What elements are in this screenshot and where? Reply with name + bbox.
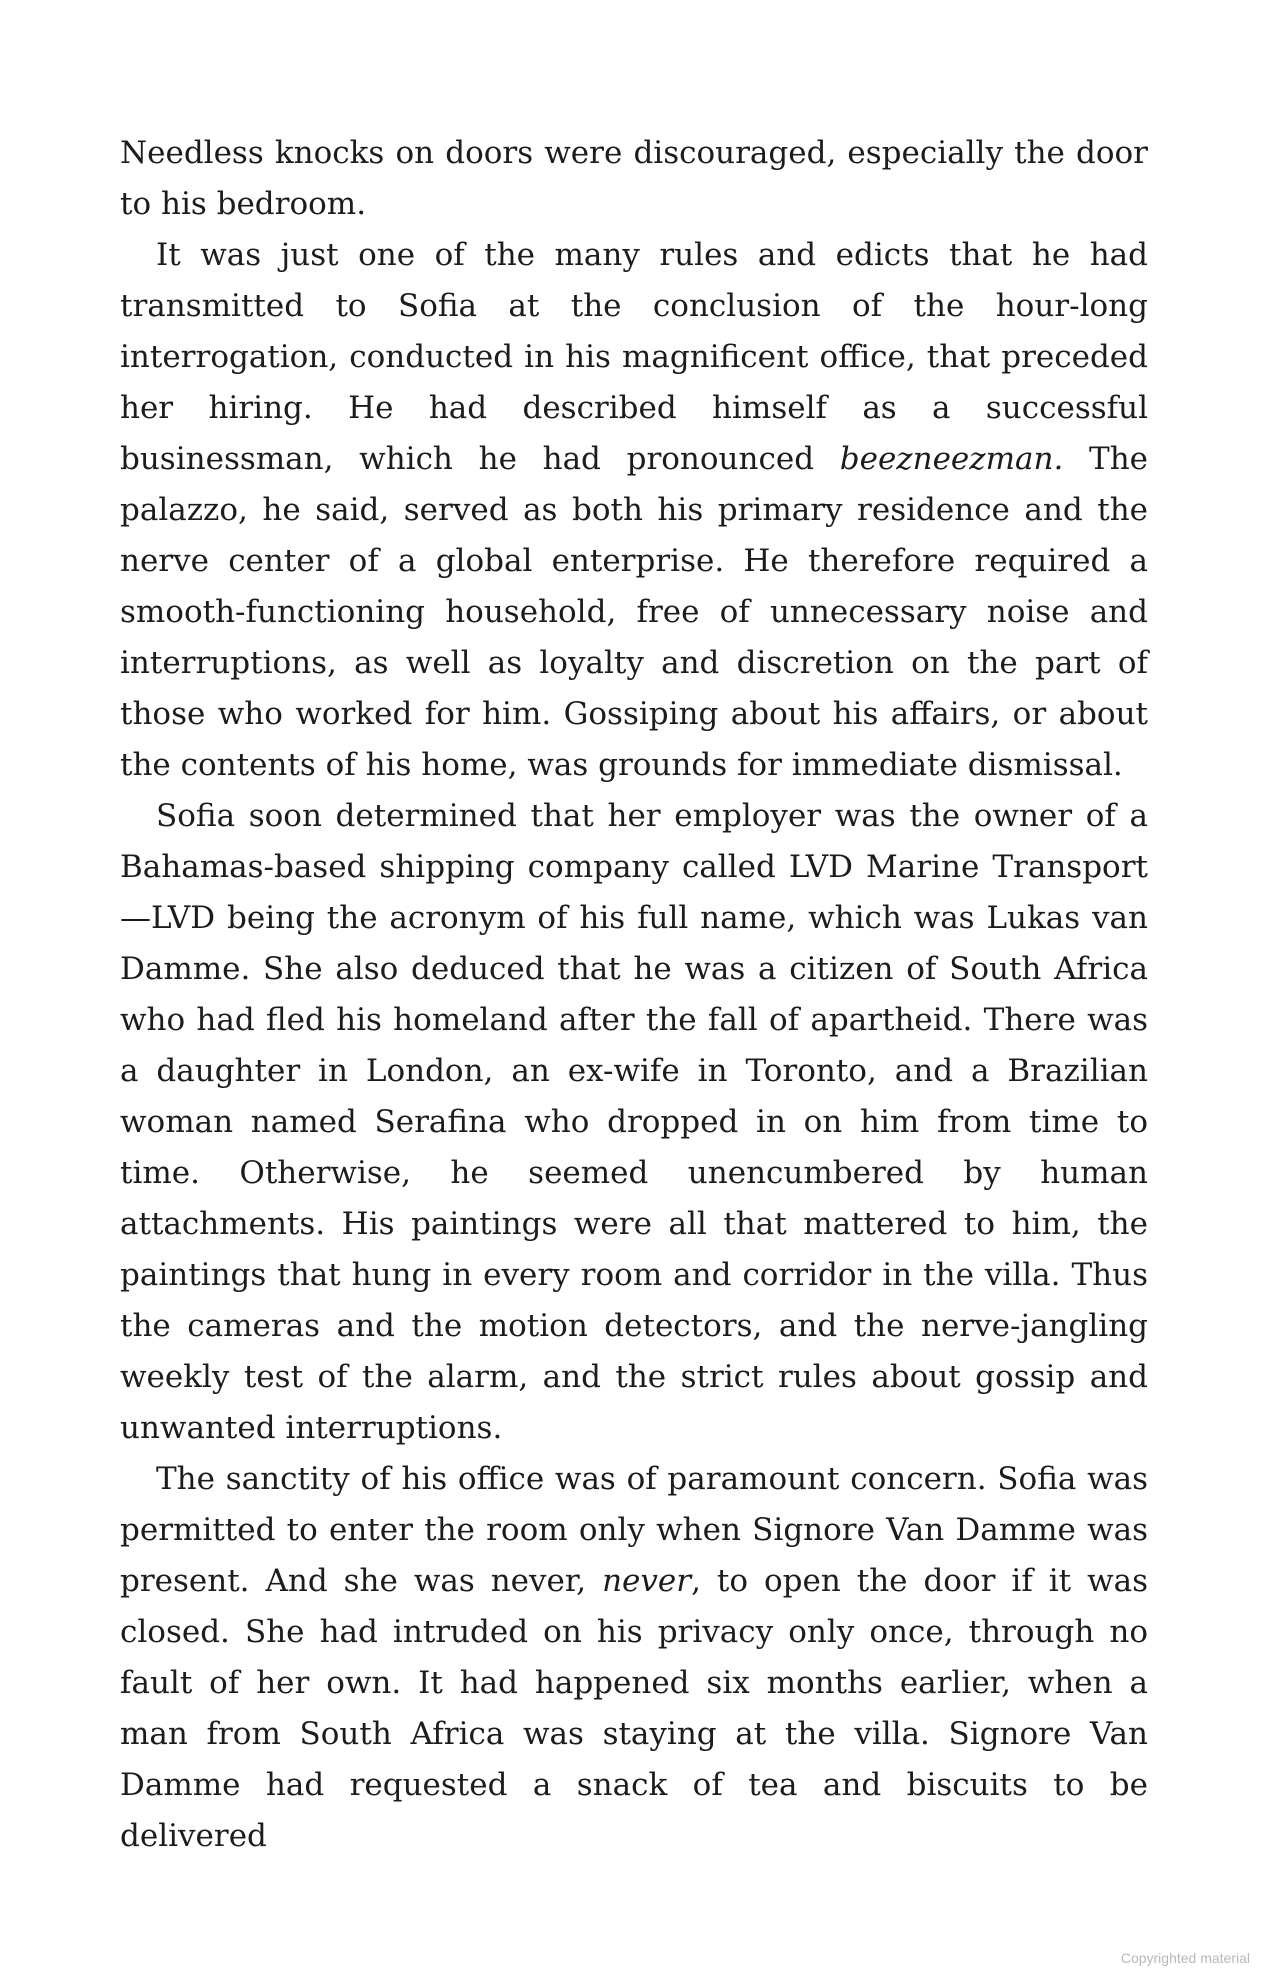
paragraph-2-italic-word: beezneezman.: [839, 441, 1064, 477]
paragraph-2-text-b: The palazzo, he said, served as both his primary residence and the nerve center of a global enterprise. He therefore required a smooth-functioning household, free of unnecessary noise and interruptions, as well as loyalty and discretion on the part of those who worked for him. Gossiping about his affairs, or about the contents of his home, was grounds for immediate dismissal.: [120, 441, 1149, 783]
paragraph-3: Sofia soon determined that her employer was the owner of a Bahamas-based shipping company called LVD Marine Transport —LVD being the acronym of his full name, which was Lukas van Damme. She also deduced that he was a citizen of South Africa who had fled his homeland after the fall of apartheid. There was a daughter in London, an ex-wife in Toronto, and a Brazilian woman named Serafina who dropped in on him from time to time. Otherwise, he seemed unencumbered by human attachments. His paintings were all that mattered to him, the paintings that hung in every room and corridor in the villa. Thus the cameras and the motion detectors, and the nerve-jangling weekly test of the alarm, and the strict rules about gossip and unwanted interruptions.: [120, 798, 1148, 1446]
book-page-text: [120, 128, 1148, 1862]
copyright-watermark: Copyrighted material: [1120, 1950, 1250, 1966]
paragraph-4-italic-word: never: [602, 1563, 692, 1599]
paragraph-2-text-a: It was just one of the many rules and edicts that he had transmitted to Sofia at the conclusion of the hour-long interrogation, conducted in his magnificent office, that preceded her hiring. He had described himself as a successful businessman, which he had pronounced: [120, 237, 1148, 477]
paragraph-2: [120, 230, 1148, 791]
paragraph-4-text-a: The sanctity of his office was of paramount concern. Sofia was permitted to enter the room only when Signore Van Damme was present. And she was never,: [120, 1461, 1148, 1599]
paragraph-4-text-b: , to open the door if it was closed. She had intruded on his privacy only once, through no fault of her own. It had happened six months earlier, when a man from South Africa was staying at the villa. Signore Van Damme had requested a snack of tea and biscuits to be delivered: [120, 1563, 1149, 1854]
paragraph-4: [120, 1454, 1148, 1862]
paragraph-1: Needless knocks on doors were discouraged, especially the door to his bedroom.: [120, 135, 1148, 222]
